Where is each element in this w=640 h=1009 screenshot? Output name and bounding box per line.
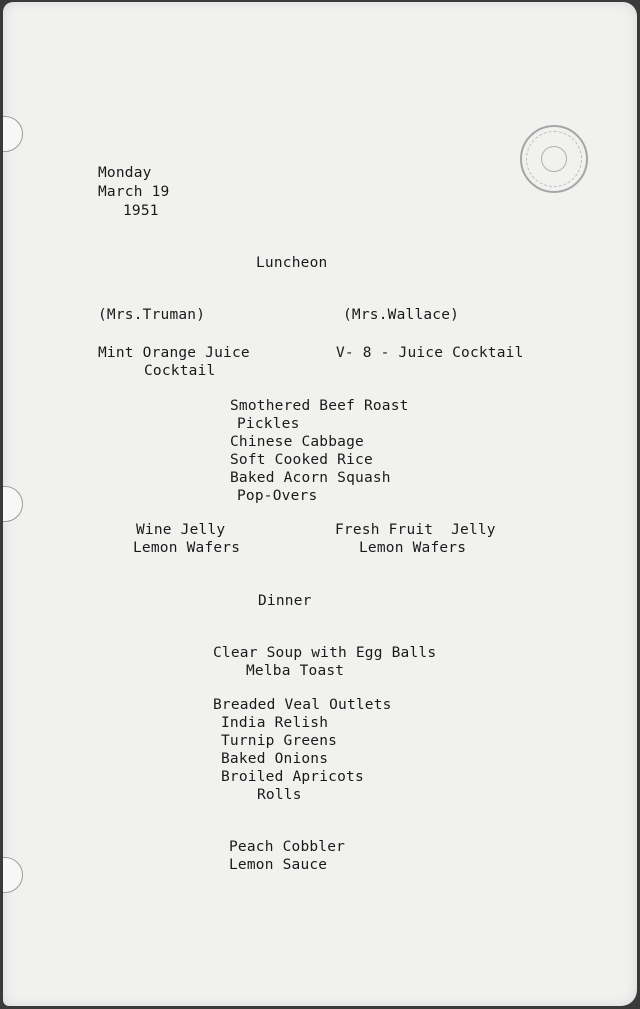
dinner-soup-line-1: Clear Soup with Egg Balls xyxy=(213,645,437,661)
dinner-item: Rolls xyxy=(257,787,302,803)
dinner-item: Broiled Apricots xyxy=(221,769,364,785)
dinner-heading: Dinner xyxy=(258,593,312,609)
right-guest-label: (Mrs.Wallace) xyxy=(343,307,460,323)
dinner-dessert-line-1: Peach Cobbler xyxy=(229,839,346,855)
left-starter-line-2: Cocktail xyxy=(144,363,216,379)
luncheon-item: Smothered Beef Roast xyxy=(230,398,409,414)
left-guest-label: (Mrs.Truman) xyxy=(98,307,206,323)
archive-stamp-center xyxy=(541,146,567,172)
left-starter-line-1: Mint Orange Juice xyxy=(98,345,250,361)
date-weekday: Monday xyxy=(98,165,152,181)
luncheon-item: Baked Acorn Squash xyxy=(230,470,391,486)
right-starter-line-1: V- 8 - Juice Cocktail xyxy=(336,345,524,361)
binder-hole-top xyxy=(3,116,23,152)
binder-hole-bottom xyxy=(3,857,23,893)
dinner-soup-line-2: Melba Toast xyxy=(246,663,345,679)
dinner-item: Breaded Veal Outlets xyxy=(213,697,392,713)
dinner-item: Baked Onions xyxy=(221,751,329,767)
dinner-item: India Relish xyxy=(221,715,329,731)
dinner-item: Turnip Greens xyxy=(221,733,338,749)
binder-hole-middle xyxy=(3,486,23,522)
dinner-dessert-line-2: Lemon Sauce xyxy=(229,857,328,873)
right-dessert-line-2: Lemon Wafers xyxy=(359,540,467,556)
luncheon-item: Pop-Overs xyxy=(237,488,318,504)
luncheon-item: Chinese Cabbage xyxy=(230,434,364,450)
date-month-day: March 19 xyxy=(98,184,170,200)
right-dessert-line-1: Fresh Fruit Jelly xyxy=(335,522,496,538)
luncheon-heading: Luncheon xyxy=(256,255,328,271)
luncheon-item: Soft Cooked Rice xyxy=(230,452,373,468)
menu-page xyxy=(3,2,637,1006)
left-dessert-line-1: Wine Jelly xyxy=(136,522,226,538)
date-year: 1951 xyxy=(123,203,159,219)
luncheon-item: Pickles xyxy=(237,416,300,432)
left-dessert-line-2: Lemon Wafers xyxy=(133,540,241,556)
archive-stamp-seal xyxy=(520,125,588,193)
